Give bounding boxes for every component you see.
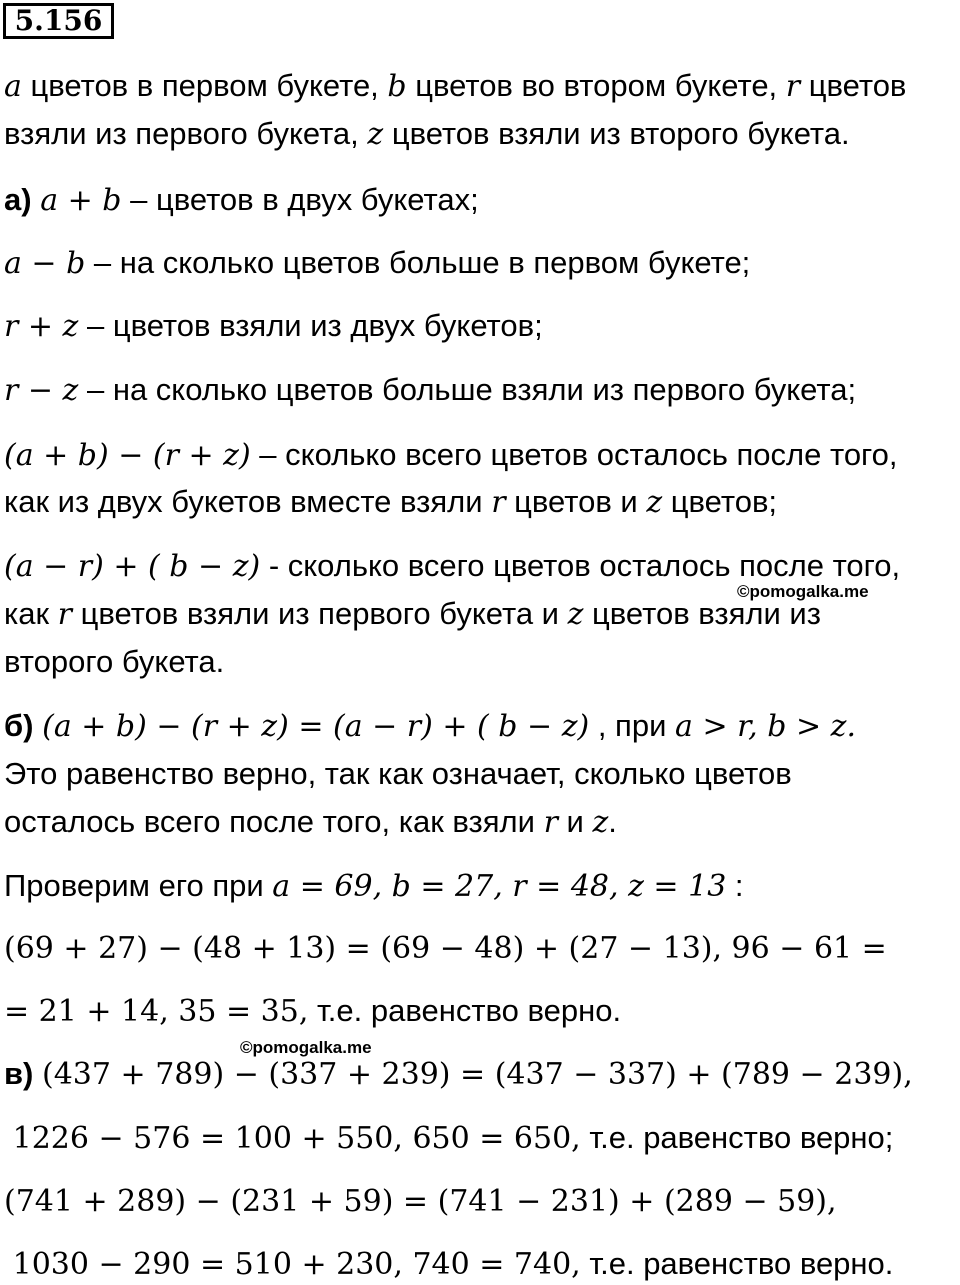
explanation: т.е. равенство верно; xyxy=(580,1120,894,1155)
var-z: z xyxy=(646,485,663,520)
watermark: ©pomogalka.me xyxy=(240,1038,372,1057)
explanation: цветов взяли из первого букета и xyxy=(72,596,568,631)
part-v-line-4 xyxy=(4,1244,956,1285)
equation: (741 + 289) − (231 + 59) = (741 − 231) + (289 − 59), xyxy=(4,1184,837,1219)
part-a-line-1 xyxy=(4,180,956,221)
intro-text: цветов взяли из второго букета. xyxy=(383,116,850,151)
part-a-line-6 xyxy=(4,546,956,587)
var-r: r xyxy=(543,805,558,840)
part-a-line-5b xyxy=(4,482,956,523)
expression: a − b xyxy=(4,246,86,281)
problem-number: 5.156 xyxy=(3,3,114,39)
explanation: – цветов взяли из двух букетов; xyxy=(78,308,543,343)
expression: a + b xyxy=(40,183,122,218)
watermark: ©pomogalka.me xyxy=(737,582,869,601)
intro-text: взяли из первого букета, xyxy=(4,116,368,151)
explanation: цветов взяли из xyxy=(583,596,821,631)
part-a-label: а) xyxy=(4,182,32,217)
values: a = 69, b = 27, r = 48, z = 13 xyxy=(272,869,727,904)
explanation: – цветов в двух букетах; xyxy=(121,182,479,217)
expression: r − z xyxy=(4,373,79,408)
equation: 1030 − 290 = 510 + 230, 740 = 740, xyxy=(12,1247,581,1282)
expression: (a − r) + ( b − z) xyxy=(4,549,261,584)
part-v-line-1 xyxy=(4,1054,956,1095)
expression: r + z xyxy=(4,309,79,344)
explanation: Проверим его при xyxy=(4,868,273,903)
part-a-line-6c xyxy=(4,642,956,682)
var-a: a xyxy=(4,69,22,104)
equation: (437 + 789) − (337 + 239) = (437 − 337) + (789 − 239), xyxy=(42,1057,913,1092)
intro-text: цветов во втором букете, xyxy=(406,68,786,103)
part-b-line-5 xyxy=(4,928,956,969)
explanation: второго букета. xyxy=(4,644,225,679)
explanation: как xyxy=(4,596,58,631)
part-b-label: б) xyxy=(4,708,34,743)
intro-line-2 xyxy=(4,114,956,155)
var-r: r xyxy=(491,485,506,520)
explanation: : xyxy=(726,868,744,903)
explanation: цветов; xyxy=(662,484,778,519)
var-z: z xyxy=(567,597,584,632)
explanation: . xyxy=(608,804,617,839)
part-v-line-2 xyxy=(4,1118,956,1159)
expression: (a + b) − (r + z) xyxy=(4,438,251,473)
explanation: цветов и xyxy=(505,484,647,519)
intro-text: цветов xyxy=(800,68,907,103)
var-b: b xyxy=(387,69,407,104)
explanation: как из двух букетов вместе взяли xyxy=(4,484,492,519)
part-b-line-1 xyxy=(4,706,956,747)
var-z: z xyxy=(592,805,609,840)
equation: 1226 − 576 = 100 + 550, 650 = 650, xyxy=(12,1121,581,1156)
equation: (69 + 27) − (48 + 13) = (69 − 48) + (27 − 13), 96 − 61 = xyxy=(4,931,887,966)
var-r: r xyxy=(57,597,73,632)
part-a-line-5 xyxy=(4,435,956,476)
explanation: т.е. равенство верно. xyxy=(308,993,622,1028)
part-a-line-4 xyxy=(4,370,956,411)
part-v-label: в) xyxy=(4,1056,34,1091)
part-v-line-3 xyxy=(4,1181,956,1222)
explanation: и xyxy=(557,804,593,839)
condition: a > r, b > z. xyxy=(675,709,856,744)
explanation: – на сколько цветов больше взяли из первого букета; xyxy=(78,372,857,407)
part-b-line-3 xyxy=(4,802,956,843)
intro-line-1 xyxy=(4,66,956,107)
explanation: Это равенство верно, так как означает, сколько цветов xyxy=(4,756,792,791)
explanation: т.е. равенство верно. xyxy=(580,1246,894,1281)
equation: (a + b) − (r + z) = (a − r) + ( b − z) xyxy=(42,709,590,744)
var-r: r xyxy=(785,69,801,104)
equation: = 21 + 14, 35 = 35, xyxy=(4,994,309,1029)
part-a-line-2 xyxy=(4,243,956,284)
part-a-line-6b xyxy=(4,594,956,635)
explanation: – на сколько цветов больше в первом букете; xyxy=(85,245,751,280)
part-b-line-2 xyxy=(4,754,956,794)
part-a-line-3 xyxy=(4,306,956,347)
part-b-line-4 xyxy=(4,866,956,907)
explanation: – сколько всего цветов осталось после того, xyxy=(250,437,898,472)
explanation: осталось всего после того, как взяли xyxy=(4,804,544,839)
var-z: z xyxy=(367,117,384,152)
part-b-line-6 xyxy=(4,991,956,1032)
explanation: , при xyxy=(589,708,676,743)
explanation: - сколько всего цветов осталось после того, xyxy=(260,548,901,583)
intro-text: цветов в первом букете, xyxy=(21,68,388,103)
